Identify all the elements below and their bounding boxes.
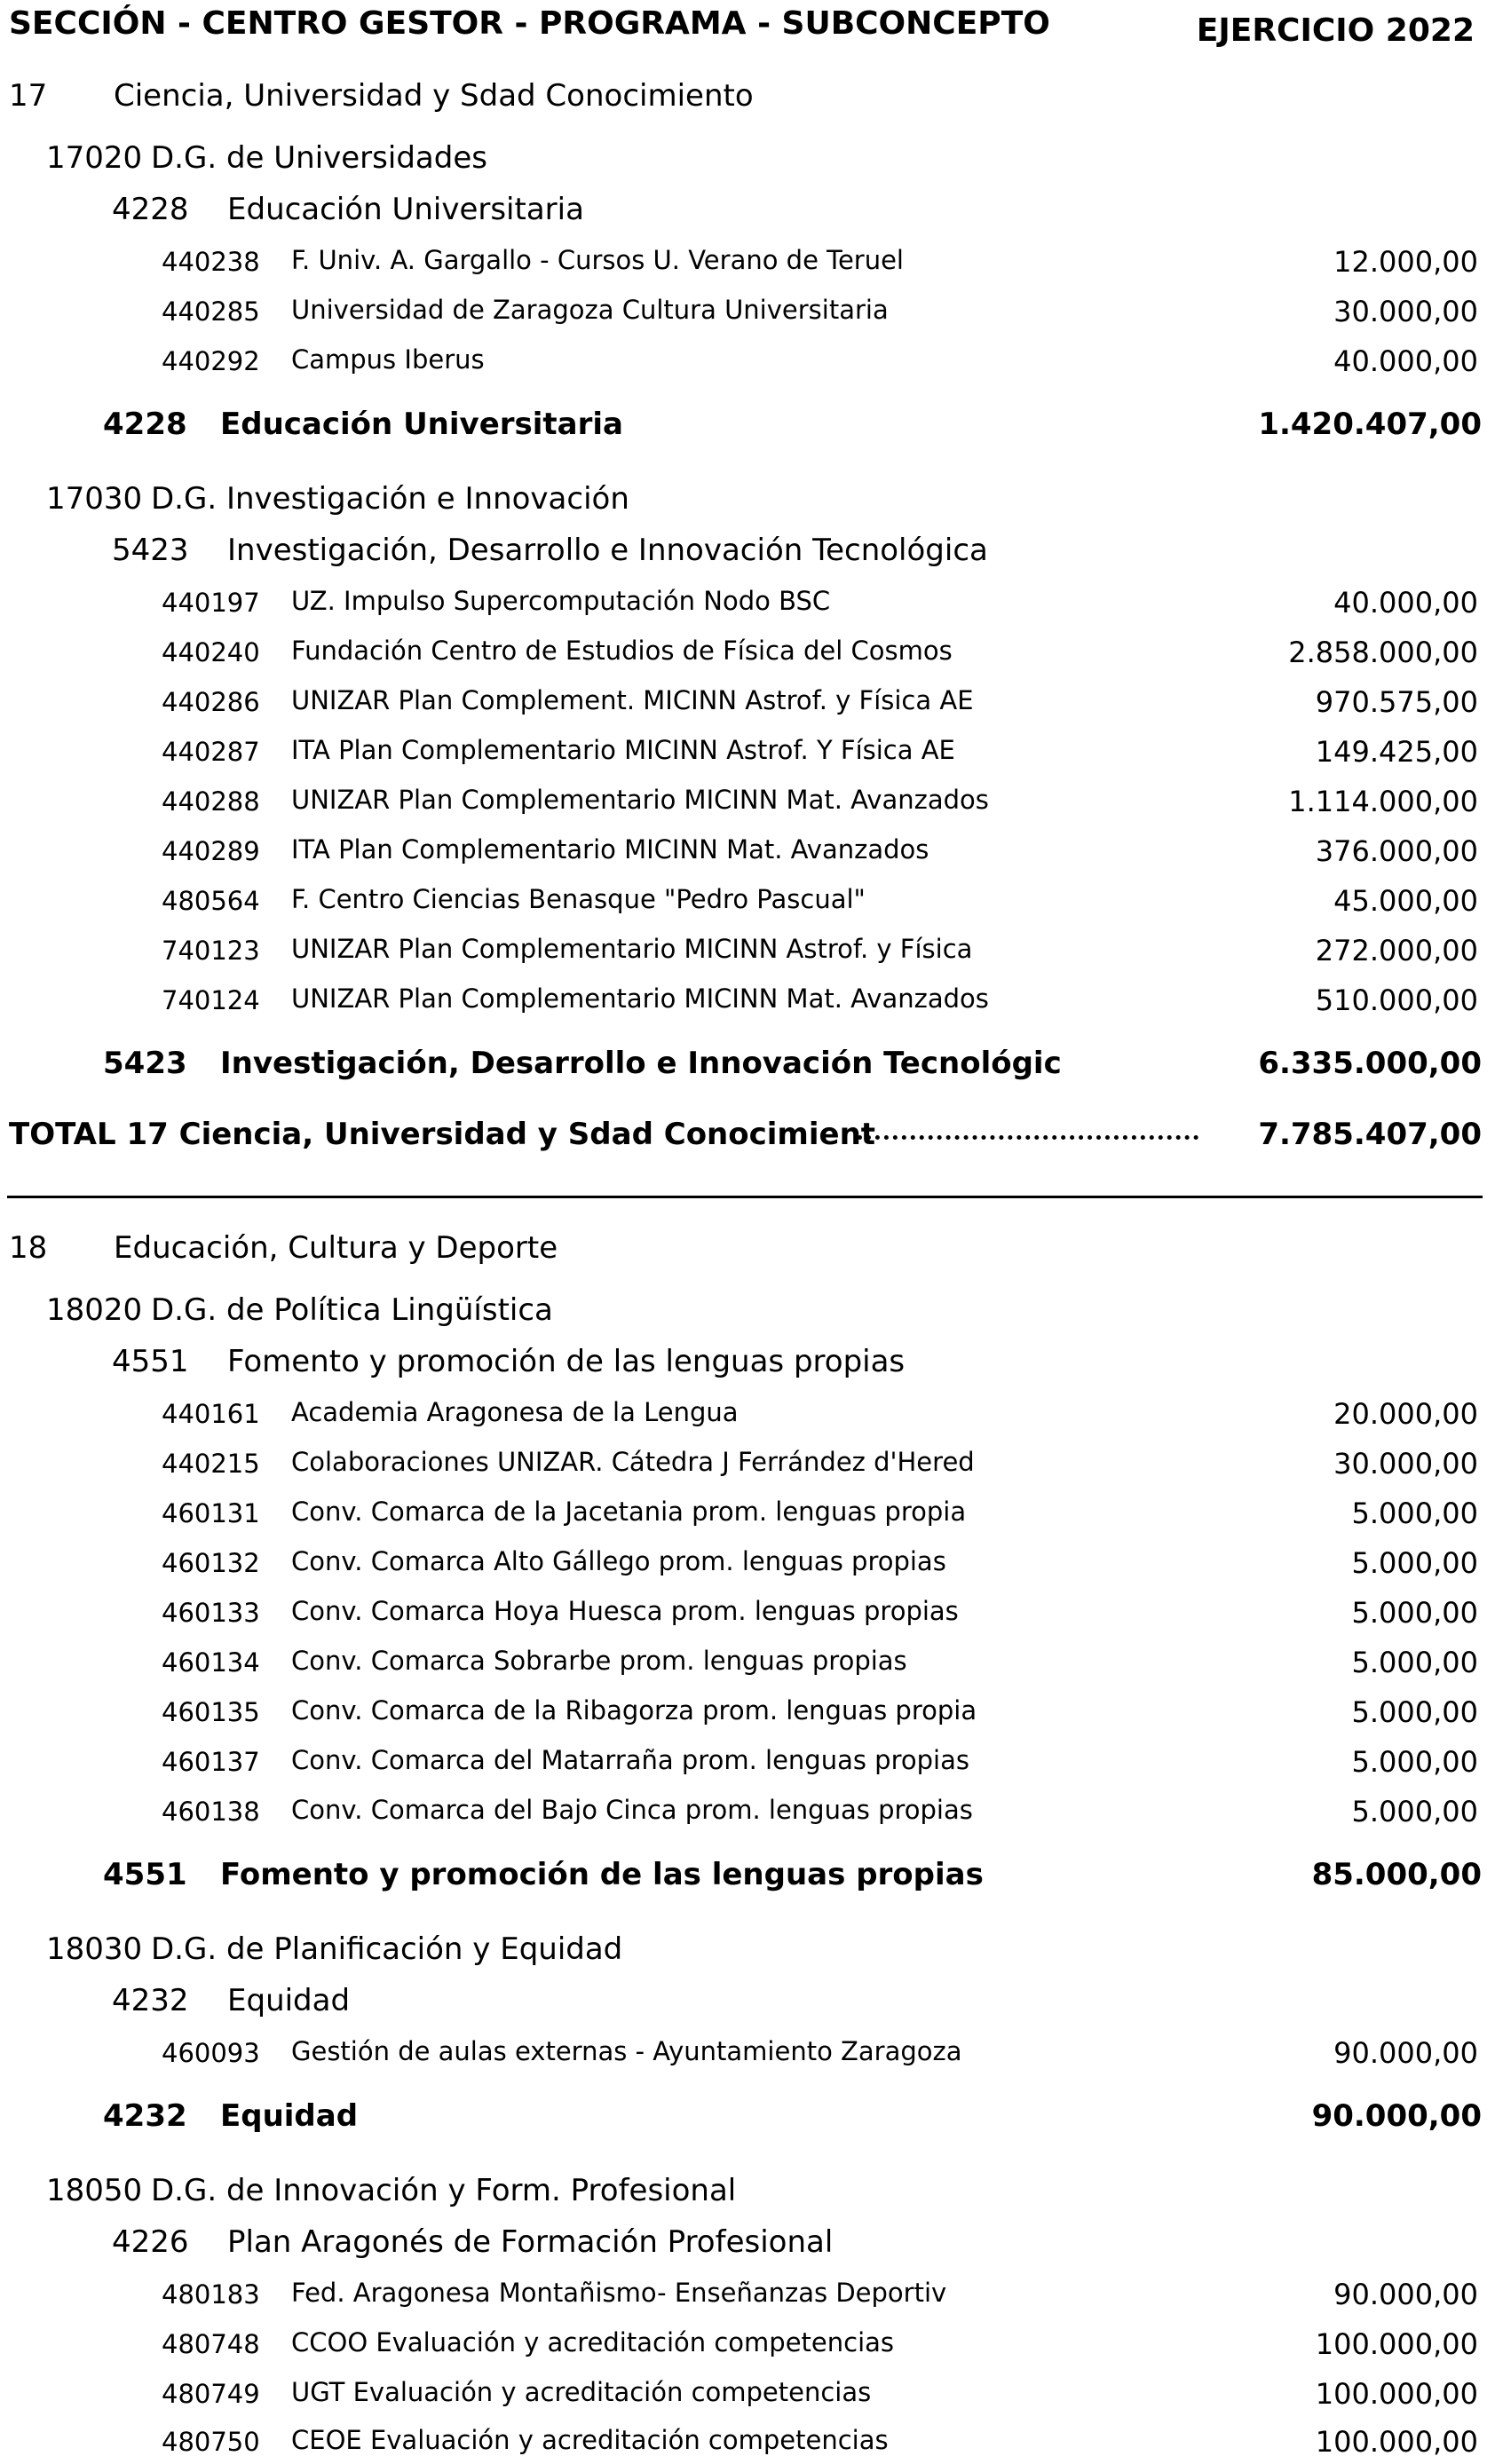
item-amount: 5.000,00 xyxy=(1351,1646,1478,1679)
item-code: 440285 xyxy=(162,296,260,327)
programa-name: Educación Universitaria xyxy=(227,192,584,227)
item-code: 440286 xyxy=(162,687,260,717)
item-amount: 30.000,00 xyxy=(1333,1447,1478,1481)
item-amount: 40.000,00 xyxy=(1333,344,1478,378)
item-code: 440288 xyxy=(162,786,260,817)
centro-code: 18030 xyxy=(46,1931,143,1967)
item-code: 740123 xyxy=(162,936,260,966)
item-amount: 90.000,00 xyxy=(1333,2278,1478,2311)
item-name: UZ. Impulso Supercomputación Nodo BSC xyxy=(291,586,831,616)
item-code: 460093 xyxy=(162,2038,260,2068)
item-name: ITA Plan Complementario MICINN Astrof. Y Física AE xyxy=(291,735,955,765)
item-code: 460134 xyxy=(162,1647,260,1678)
item-name: Conv. Comarca Alto Gállego prom. lenguas propias xyxy=(291,1546,946,1576)
item-amount: 5.000,00 xyxy=(1351,1596,1478,1630)
header-fiscal-year: EJERCICIO 2022 xyxy=(1196,12,1475,49)
item-amount: 40.000,00 xyxy=(1333,586,1478,620)
item-amount: 970.575,00 xyxy=(1315,685,1478,719)
item-code: 440287 xyxy=(162,737,260,767)
centro-code: 17020 xyxy=(46,140,143,176)
item-name: F. Univ. A. Gargallo - Cursos U. Verano de Teruel xyxy=(291,245,904,275)
item-code: 480564 xyxy=(162,886,260,916)
item-amount: 272.000,00 xyxy=(1315,934,1478,967)
item-name: Universidad de Zaragoza Cultura Universitaria xyxy=(291,295,889,325)
item-name: Fed. Aragonesa Montañismo- Enseñanzas Deportiv xyxy=(291,2278,947,2308)
item-code: 480748 xyxy=(162,2329,260,2359)
item-amount: 30.000,00 xyxy=(1333,295,1478,328)
subtotal-name: Fomento y promoción de las lenguas propias xyxy=(220,1857,984,1892)
header-title: SECCIÓN - CENTRO GESTOR - PROGRAMA - SUBCONCEPTO xyxy=(9,5,1050,42)
item-name: Conv. Comarca del Matarraña prom. lenguas propias xyxy=(291,1745,969,1775)
programa-name: Fomento y promoción de las lenguas propias xyxy=(227,1344,906,1379)
item-amount: 12.000,00 xyxy=(1333,245,1478,279)
section-name: Educación, Cultura y Deporte xyxy=(114,1230,558,1266)
item-amount: 5.000,00 xyxy=(1351,1795,1478,1828)
item-name: Conv. Comarca del Bajo Cinca prom. lenguas propias xyxy=(291,1795,973,1825)
section-code: 17 xyxy=(9,78,48,114)
item-code: 460133 xyxy=(162,1598,260,1628)
item-name: CCOO Evaluación y acreditación competencias xyxy=(291,2327,895,2357)
item-code: 480183 xyxy=(162,2279,260,2310)
item-code: 440240 xyxy=(162,637,260,667)
centro-name: D.G. de Innovación y Form. Profesional xyxy=(151,2173,737,2208)
item-name: Conv. Comarca Sobrarbe prom. lenguas propias xyxy=(291,1646,907,1676)
item-name: CEOE Evaluación y acreditación competencias xyxy=(291,2425,889,2455)
subtotal-amount: 1.420.407,00 xyxy=(1258,407,1482,442)
item-amount: 5.000,00 xyxy=(1351,1546,1478,1580)
item-name: Colaboraciones UNIZAR. Cátedra J Ferrández d'Hered xyxy=(291,1447,975,1477)
section-name: Ciencia, Universidad y Sdad Conocimiento xyxy=(114,78,754,114)
item-name: Gestión de aulas externas - Ayuntamiento Zaragoza xyxy=(291,2036,962,2066)
item-code: 460131 xyxy=(162,1498,260,1528)
item-name: UNIZAR Plan Complement. MICINN Astrof. y Física AE xyxy=(291,685,974,715)
subtotal-amount: 6.335.000,00 xyxy=(1258,1046,1482,1081)
item-name: Campus Iberus xyxy=(291,344,485,375)
programa-code: 5423 xyxy=(112,533,189,568)
programa-name: Investigación, Desarrollo e Innovación Tecnológica xyxy=(227,533,988,568)
item-amount: 1.114.000,00 xyxy=(1288,785,1478,818)
item-amount: 5.000,00 xyxy=(1351,1695,1478,1729)
programa-code: 4228 xyxy=(112,192,189,227)
centro-code: 18020 xyxy=(46,1292,143,1328)
item-code: 460138 xyxy=(162,1797,260,1827)
subtotal-name: Investigación, Desarrollo e Innovación Tecnológic xyxy=(220,1046,1062,1081)
programa-name: Plan Aragonés de Formación Profesional xyxy=(227,2224,834,2260)
subtotal-code: 4232 xyxy=(103,2098,187,2134)
centro-code: 17030 xyxy=(46,481,143,517)
subtotal-amount: 85.000,00 xyxy=(1311,1857,1482,1892)
item-name: Conv. Comarca de la Ribagorza prom. lenguas propia xyxy=(291,1695,977,1726)
item-amount: 90.000,00 xyxy=(1333,2036,1478,2070)
programa-name: Equidad xyxy=(227,1983,351,2018)
item-amount: 100.000,00 xyxy=(1315,2377,1478,2411)
item-amount: 45.000,00 xyxy=(1333,884,1478,918)
item-amount: 100.000,00 xyxy=(1315,2327,1478,2361)
item-name: Fundación Centro de Estudios de Física del Cosmos xyxy=(291,636,953,666)
item-name: UNIZAR Plan Complementario MICINN Mat. Avanzados xyxy=(291,983,989,1014)
programa-code: 4226 xyxy=(112,2224,189,2260)
subtotal-code: 4228 xyxy=(103,407,187,442)
section-code: 18 xyxy=(9,1230,48,1266)
item-code: 460137 xyxy=(162,1747,260,1777)
item-name: Conv. Comarca Hoya Huesca prom. lenguas propias xyxy=(291,1596,959,1626)
subtotal-amount: 90.000,00 xyxy=(1311,2098,1482,2134)
item-code: 740124 xyxy=(162,985,260,1015)
item-name: UNIZAR Plan Complementario MICINN Astrof. y Física xyxy=(291,934,973,964)
item-code: 440289 xyxy=(162,836,260,866)
item-amount: 20.000,00 xyxy=(1333,1397,1478,1431)
item-code: 480749 xyxy=(162,2379,260,2409)
dotted-leader xyxy=(858,1135,1198,1140)
centro-code: 18050 xyxy=(46,2173,143,2208)
subtotal-code: 4551 xyxy=(103,1857,187,1892)
item-name: Academia Aragonesa de la Lengua xyxy=(291,1397,739,1427)
section-divider xyxy=(7,1196,1483,1198)
item-amount: 5.000,00 xyxy=(1351,1497,1478,1530)
subtotal-name: Equidad xyxy=(220,2098,359,2134)
item-code: 440292 xyxy=(162,346,260,376)
item-code: 480750 xyxy=(162,2427,260,2457)
item-amount: 2.858.000,00 xyxy=(1288,636,1478,669)
item-name: F. Centro Ciencias Benasque "Pedro Pascual" xyxy=(291,884,866,914)
item-code: 460132 xyxy=(162,1548,260,1578)
centro-name: D.G. de Política Lingüística xyxy=(151,1292,553,1328)
programa-code: 4232 xyxy=(112,1983,189,2018)
section-total-label: TOTAL 17 Ciencia, Universidad y Sdad Conocimient xyxy=(9,1117,876,1152)
programa-code: 4551 xyxy=(112,1344,189,1379)
centro-name: D.G. de Planificación y Equidad xyxy=(151,1931,623,1967)
item-name: Conv. Comarca de la Jacetania prom. lenguas propia xyxy=(291,1497,967,1527)
subtotal-name: Educación Universitaria xyxy=(220,407,623,442)
item-name: UGT Evaluación y acreditación competencias xyxy=(291,2377,872,2407)
centro-name: D.G. de Universidades xyxy=(151,140,487,176)
item-amount: 376.000,00 xyxy=(1315,834,1478,868)
item-code: 440215 xyxy=(162,1449,260,1479)
item-amount: 149.425,00 xyxy=(1315,735,1478,769)
section-total-amount: 7.785.407,00 xyxy=(1258,1117,1482,1152)
centro-name: D.G. Investigación e Innovación xyxy=(151,481,629,517)
item-code: 460135 xyxy=(162,1697,260,1727)
item-amount: 100.000,00 xyxy=(1315,2425,1478,2459)
item-code: 440238 xyxy=(162,247,260,277)
item-amount: 5.000,00 xyxy=(1351,1745,1478,1779)
item-code: 440197 xyxy=(162,588,260,618)
item-amount: 510.000,00 xyxy=(1315,983,1478,1017)
item-name: UNIZAR Plan Complementario MICINN Mat. Avanzados xyxy=(291,785,989,815)
subtotal-code: 5423 xyxy=(103,1046,187,1081)
item-code: 440161 xyxy=(162,1399,260,1429)
item-name: ITA Plan Complementario MICINN Mat. Avanzados xyxy=(291,834,929,865)
